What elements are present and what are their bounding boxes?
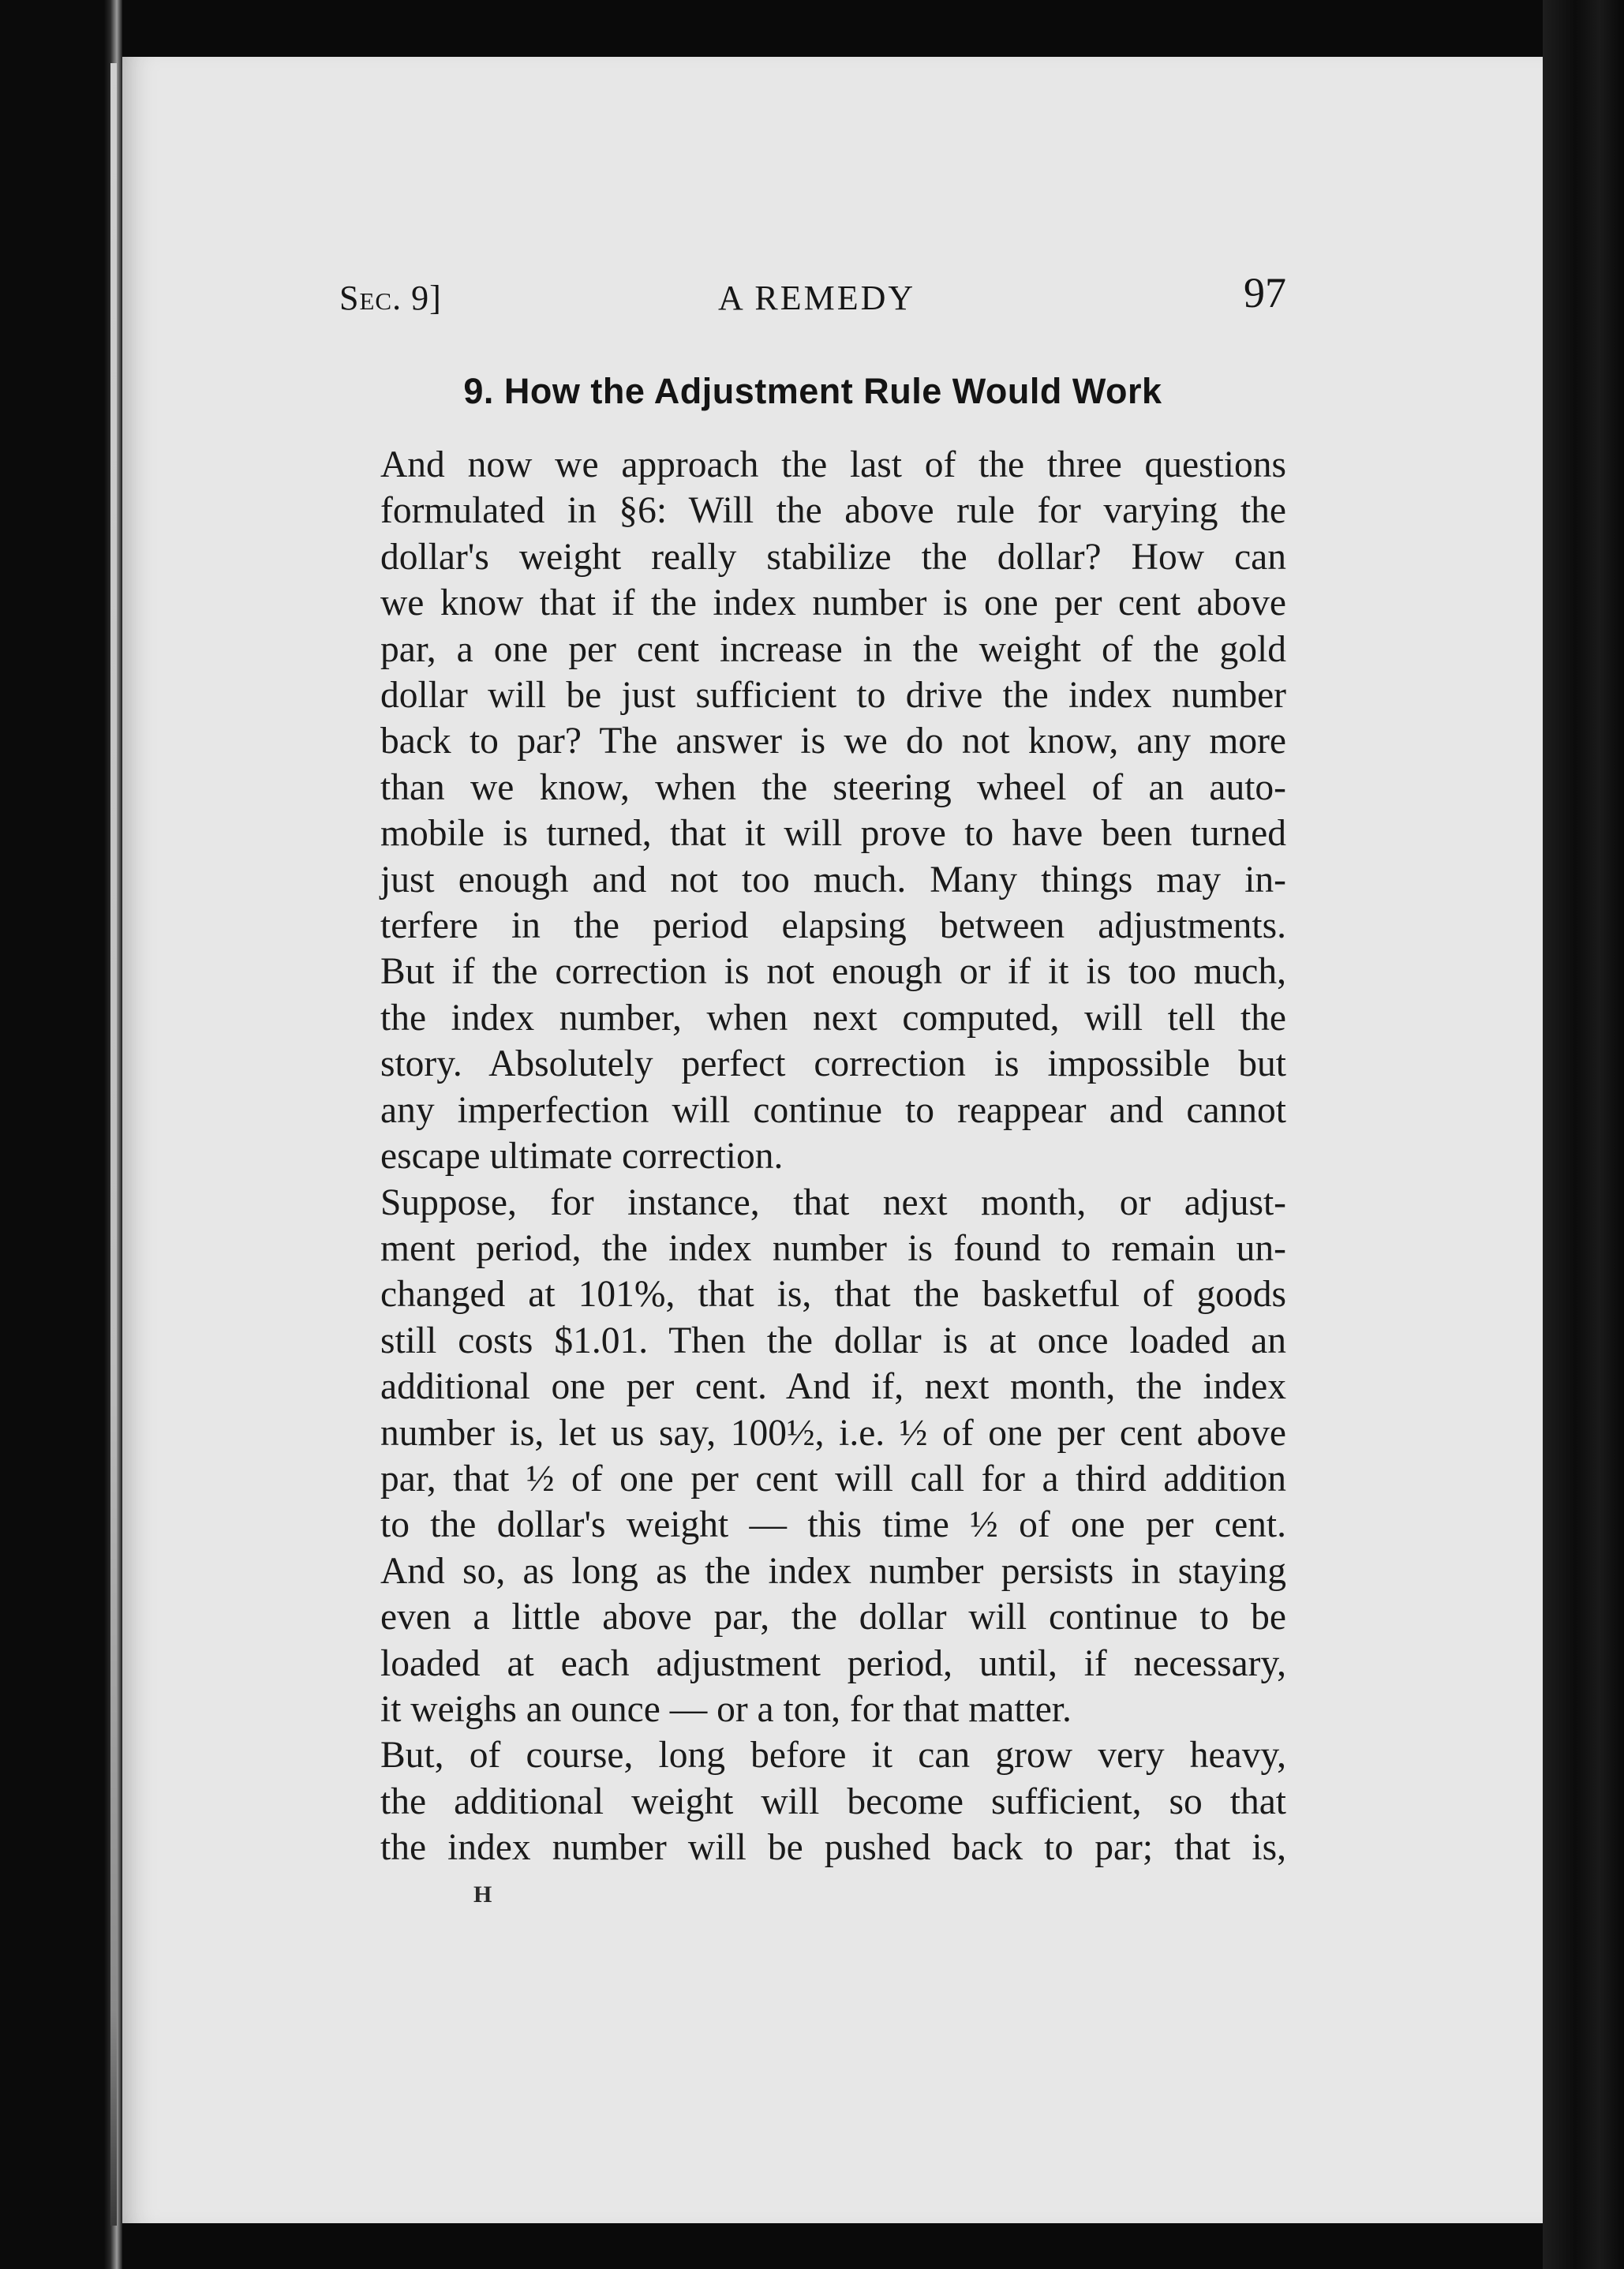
paragraph bbox=[339, 1732, 1286, 1870]
text-line: loaded at each adjustment period, until, if necessary, bbox=[380, 1642, 1286, 1684]
text-line: just enough and not too much. Many things may in- bbox=[380, 859, 1286, 900]
text-line: the index number, when next computed, will tell the bbox=[380, 997, 1286, 1039]
text-line: formulated in §6: Will the above rule for varying the bbox=[380, 490, 1286, 532]
text-line: even a little above par, the dollar will continue to be bbox=[380, 1597, 1286, 1638]
text-line: back to par? The answer is we do not know, any more bbox=[380, 721, 1286, 762]
text-line: escape ultimate correction. bbox=[380, 1136, 784, 1178]
text-line: But if the correction is not enough or if it is too much, bbox=[380, 951, 1286, 993]
text-line: ment period, the index number is found to remain un- bbox=[380, 1227, 1286, 1269]
paragraph bbox=[339, 1180, 1286, 1733]
text-line: number is, let us say, 100½, i.e. ½ of one per cent above bbox=[380, 1412, 1286, 1454]
text-line: terfere in the period elapsing between adjustments. bbox=[380, 905, 1286, 947]
text-line: it weighs an ounce — or a ton, for that matter. bbox=[380, 1688, 1072, 1730]
text-line: still costs $1.01. Then the dollar is at once loaded an bbox=[380, 1320, 1286, 1361]
text-line: mobile is turned, that it will prove to have been turned bbox=[380, 813, 1286, 855]
body-text bbox=[339, 442, 1286, 1871]
paragraph bbox=[339, 442, 1286, 1180]
text-line: the additional weight will become sufficient, so that bbox=[380, 1780, 1286, 1822]
text-line: par, that ½ of one per cent will call for a third addition bbox=[380, 1458, 1286, 1500]
text-line: story. Absolutely perfect correction is impossible but bbox=[380, 1043, 1286, 1085]
text-line: And now we approach the last of the three questions bbox=[380, 444, 1286, 485]
text-line: And so, as long as the index number persists in staying bbox=[380, 1550, 1286, 1592]
running-title: A REMEDY bbox=[718, 279, 916, 317]
text-line: dollar will be just sufficient to drive the index number bbox=[380, 675, 1286, 717]
section-heading: 9. How the Adjustment Rule Would Work bbox=[463, 371, 1162, 411]
signature-mark: H bbox=[473, 1881, 493, 1908]
text-line: But, of course, long before it can grow very heavy, bbox=[380, 1735, 1286, 1777]
text-line: to the dollar's weight — this time ½ of one per cent. bbox=[380, 1504, 1286, 1546]
text-line: dollar's weight really stabilize the dollar? How can bbox=[380, 536, 1286, 578]
text-line: additional one per cent. And if, next month, the index bbox=[380, 1366, 1286, 1408]
text-line: par, a one per cent increase in the weight of the gold bbox=[380, 628, 1286, 670]
text-line: we know that if the index number is one per cent above bbox=[380, 582, 1286, 624]
text-line: Suppose, for instance, that next month, or adjust- bbox=[380, 1181, 1286, 1223]
text-line: than we know, when the steering wheel of an auto- bbox=[380, 766, 1286, 808]
page-number: 97 bbox=[1244, 269, 1286, 316]
text-line: the index number will be pushed back to par; that is, bbox=[380, 1827, 1286, 1869]
running-header bbox=[339, 268, 1286, 324]
page-edge-binding bbox=[110, 63, 117, 2226]
text-line: changed at 101%, that is, that the basketful of goods bbox=[380, 1274, 1286, 1316]
text-line: any imperfection will continue to reappear and cannot bbox=[380, 1089, 1286, 1131]
section-label: Sec. 9] bbox=[339, 279, 442, 317]
right-dark-margin bbox=[1543, 0, 1624, 2269]
left-dark-margin bbox=[0, 0, 122, 2269]
